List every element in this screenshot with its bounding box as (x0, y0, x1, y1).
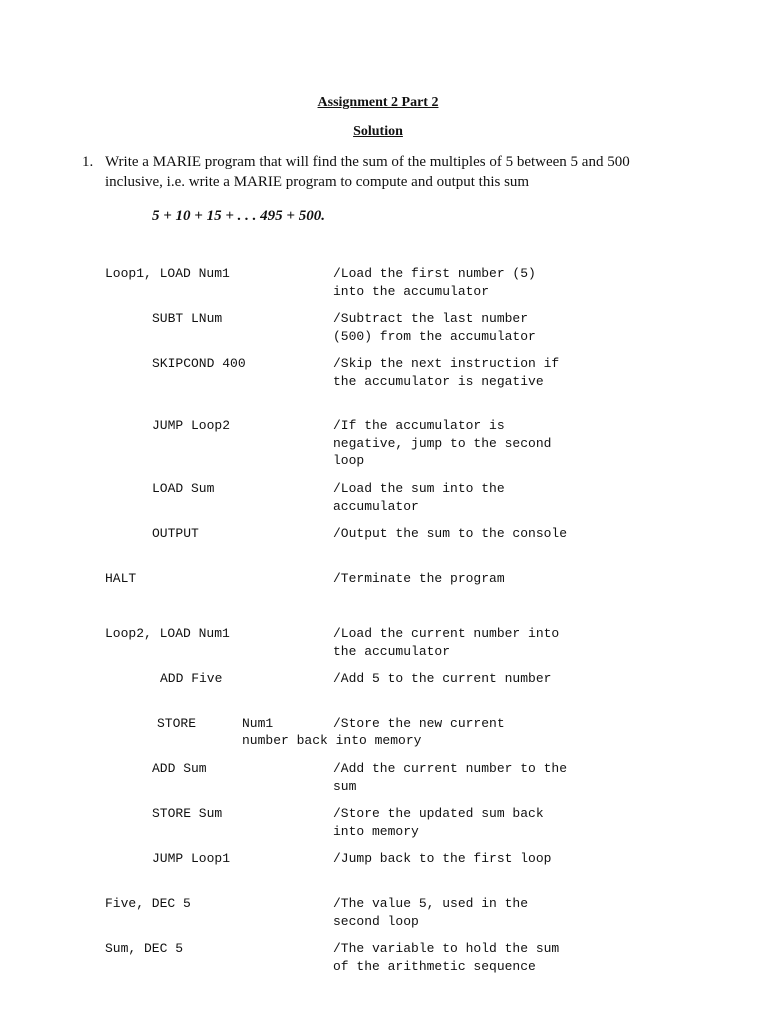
code-instruction: Five, DEC 5 (105, 896, 191, 911)
page-subtitle: Solution (353, 124, 403, 139)
code-comment: /Store the updated sum back into memory (333, 806, 544, 839)
code-instruction: JUMP Loop2 (152, 418, 231, 433)
code-instruction: ADD Sum (152, 761, 207, 776)
code-instruction: STORE Sum (152, 806, 223, 821)
code-instruction: OUTPUT (152, 526, 199, 541)
code-operand: Num1 (242, 716, 274, 731)
code-instruction: SUBT LNum (152, 311, 223, 326)
code-comment: /Subtract the last number (500) from the accumulator (333, 311, 536, 344)
code-comment: /Output the sum to the console (333, 526, 568, 541)
code-comment: /If the accumulator is negative, jump to the second loop (333, 418, 552, 468)
question-number: 1. (82, 154, 94, 170)
code-comment: /Terminate the program (333, 571, 505, 586)
code-instruction: JUMP Loop1 (152, 851, 231, 866)
sum-formula: 5 + 10 + 15 + . . . 495 + 500. (152, 208, 325, 224)
code-instruction: Loop1, LOAD Num1 (105, 266, 230, 281)
code-comment: /Load the sum into the accumulator (333, 481, 505, 514)
code-comment: /Load the current number into the accumulator (333, 626, 560, 659)
code-comment: /Store the new current (333, 716, 505, 731)
code-comment: /Skip the next instruction if the accumulator is negative (333, 356, 560, 389)
code-comment: /The value 5, used in the second loop (333, 896, 529, 929)
code-comment: /Jump back to the first loop (333, 851, 552, 866)
code-comment: /Add the current number to the sum (333, 761, 568, 794)
code-comment: /Load the first number (5) into the accumulator (333, 266, 536, 299)
code-instruction: SKIPCOND 400 (152, 356, 246, 371)
code-comment: /The variable to hold the sum of the arithmetic sequence (333, 941, 560, 974)
code-instruction: STORE (157, 716, 197, 731)
code-instruction: LOAD Sum (152, 481, 215, 496)
question-text: Write a MARIE program that will find the sum of the multiples of 5 between 5 and 500 inclusive, i.e. write a MARIE program to compute and output this sum (105, 154, 630, 190)
code-instruction: Sum, DEC 5 (105, 941, 184, 956)
code-instruction: HALT (105, 571, 137, 586)
code-comment-continuation: number back into memory (242, 733, 422, 748)
code-comment: /Add 5 to the current number (333, 671, 552, 686)
code-instruction: Loop2, LOAD Num1 (105, 626, 230, 641)
code-instruction: ADD Five (160, 671, 223, 686)
page-title: Assignment 2 Part 2 (317, 95, 439, 110)
